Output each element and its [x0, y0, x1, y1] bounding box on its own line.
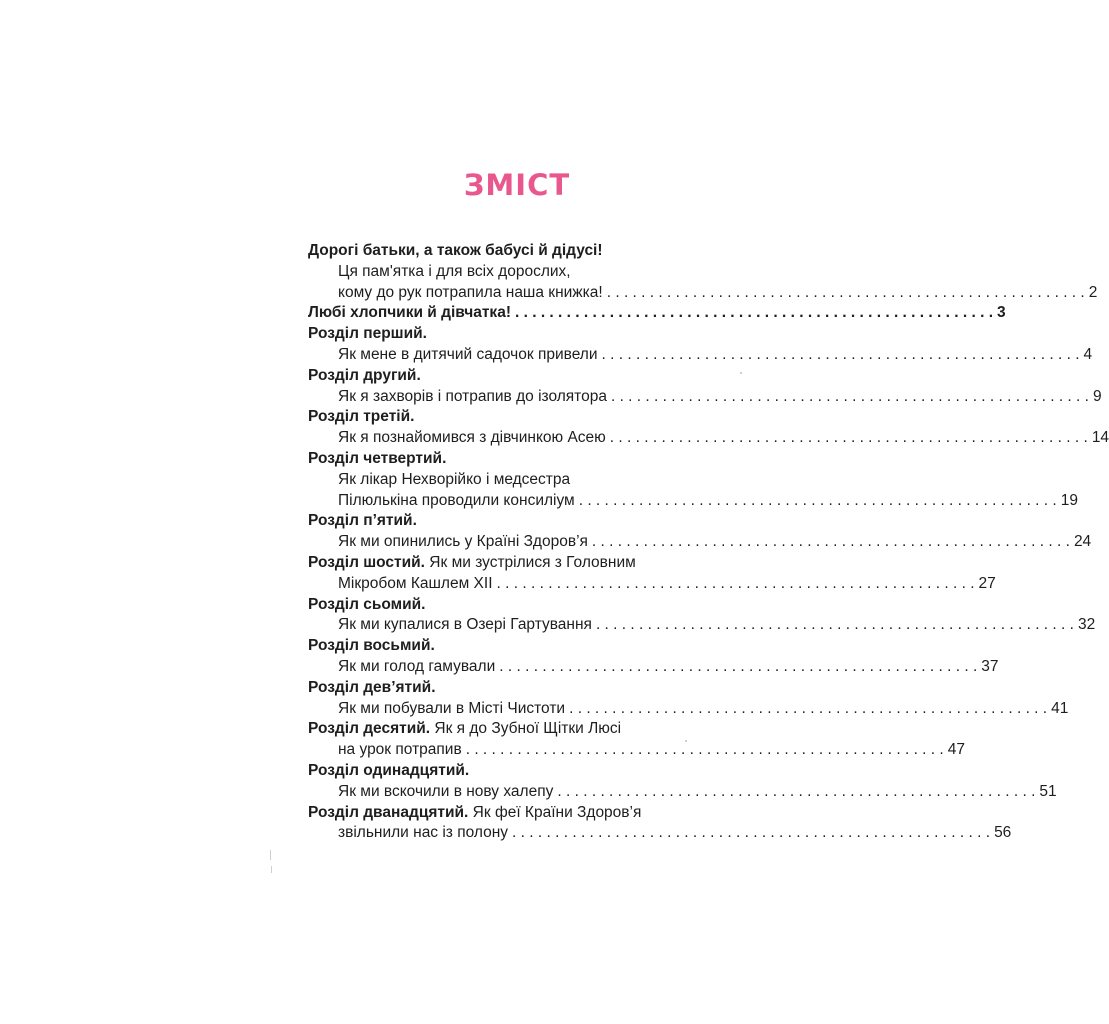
scan-speck: [270, 850, 271, 860]
page-title: ЗМІСТ: [463, 168, 571, 202]
dot-leader: [569, 698, 1047, 719]
toc-entry: [338, 386, 1102, 407]
page-number: 51: [1039, 782, 1057, 800]
toc-entry: [338, 822, 1012, 843]
toc-entry: [338, 656, 999, 677]
page-number: 4: [1083, 346, 1093, 363]
dot-leader: [499, 656, 977, 677]
dot-leader: [592, 531, 1070, 552]
toc-entry-title: звільнили нас із полону: [338, 824, 509, 842]
page-number: 41: [1051, 699, 1069, 717]
chapter-heading: Розділ перший.: [308, 325, 427, 343]
page-number: 2: [1088, 283, 1098, 301]
dot-leader: [515, 302, 993, 323]
scan-speck: [740, 372, 742, 374]
toc-entry-title: Як ми купалися в Озері Гартування: [338, 616, 592, 634]
dot-leader: [579, 490, 1057, 511]
toc-heading-parents: Дорогі батьки, а також бабусі й дідусі!: [308, 242, 603, 259]
toc-entry-title: Любі хлопчики й дівчатка!: [308, 304, 511, 322]
chapter-heading: Розділ восьмий.: [308, 637, 435, 655]
scan-speck: [685, 740, 687, 742]
chapter-heading: [308, 802, 726, 823]
page-number: 32: [1077, 616, 1096, 634]
toc-entry: [338, 490, 1078, 511]
page-number: 19: [1060, 491, 1078, 509]
page-number: 47: [947, 741, 965, 759]
dot-leader: [607, 282, 1085, 303]
page-number: 56: [994, 824, 1012, 842]
toc-entry: [338, 573, 996, 594]
toc-entry: [338, 781, 1057, 802]
chapter-heading: [308, 718, 726, 739]
toc-entry: Як лікар Нехворійко і медсестра: [338, 470, 571, 488]
scan-speck: [271, 866, 272, 873]
toc-entry: [338, 531, 1092, 552]
toc-entry: [338, 614, 1096, 635]
chapter-heading: Розділ четвертий.: [308, 450, 447, 467]
page-number: 37: [981, 658, 999, 675]
chapter-heading: [308, 552, 726, 573]
toc-entry-title: на урок потрапив: [338, 741, 462, 759]
toc-entry-title: кому до рук потрапила наша книжка!: [338, 283, 603, 301]
chapter-heading: Розділ одинадцятий.: [308, 762, 470, 779]
dot-leader: [602, 344, 1080, 365]
page-number: 3: [997, 304, 1006, 322]
dot-leader: [611, 386, 1089, 407]
toc-entry-title: Мікробом Кашлем XII: [338, 574, 493, 592]
page-number: 9: [1092, 387, 1102, 405]
toc-entry-title: Як я познайомився з дівчинкою Асею: [338, 429, 606, 447]
dot-leader: [557, 781, 1035, 802]
toc-entry-title: Як я до Зубної Щітки Люсі: [430, 720, 622, 738]
toc-entry: [338, 427, 1109, 448]
page-number: 14: [1091, 429, 1109, 447]
dot-leader: [466, 739, 944, 760]
chapter-heading: Розділ сьомий.: [308, 595, 426, 613]
toc-entry: Ця пам'ятка і для всіх дорослих,: [338, 262, 571, 280]
dot-leader: [596, 614, 1074, 635]
toc-entry-title: Як ми побували в Місті Чистоти: [338, 699, 566, 717]
chapter-heading-label: Розділ десятий.: [308, 720, 431, 738]
dot-leader: [512, 822, 990, 843]
toc-entry: [338, 698, 1069, 719]
chapter-heading: Розділ п’ятий.: [308, 512, 417, 530]
dot-leader: [497, 573, 975, 594]
toc-entry: [338, 344, 1093, 365]
chapter-heading: Розділ дев’ятий.: [308, 678, 436, 696]
toc-entry: [338, 739, 965, 760]
toc-entry: [308, 302, 1006, 323]
chapter-heading: Розділ третій.: [308, 408, 415, 426]
toc-entry-title: Як ми вскочили в нову халепу: [338, 782, 554, 800]
toc-entry-title: Як феї Країни Здоров’я: [468, 803, 642, 821]
toc-entry: [338, 282, 1098, 303]
dot-leader: [610, 427, 1088, 448]
toc-entry-title: Як ми зустрілися з Головним: [424, 554, 636, 571]
page-number: 24: [1073, 533, 1092, 551]
toc-entry-title: Як я захворів і потрапив до ізолятора: [338, 387, 607, 405]
toc-entry-title: Як мене в дитячий садочок привели: [338, 346, 598, 363]
chapter-heading-label: Розділ дванадцятий.: [308, 803, 469, 821]
chapter-heading: Розділ другий.: [308, 366, 421, 384]
page-number: 27: [978, 574, 996, 592]
toc-entry-title: Пілюлькіна проводили консиліум: [338, 491, 575, 509]
chapter-heading-label: Розділ шостий.: [308, 554, 425, 571]
toc-entry-title: Як ми опинились у Країні Здоров’я: [338, 533, 588, 551]
toc-entry-title: Як ми голод гамували: [338, 658, 496, 675]
